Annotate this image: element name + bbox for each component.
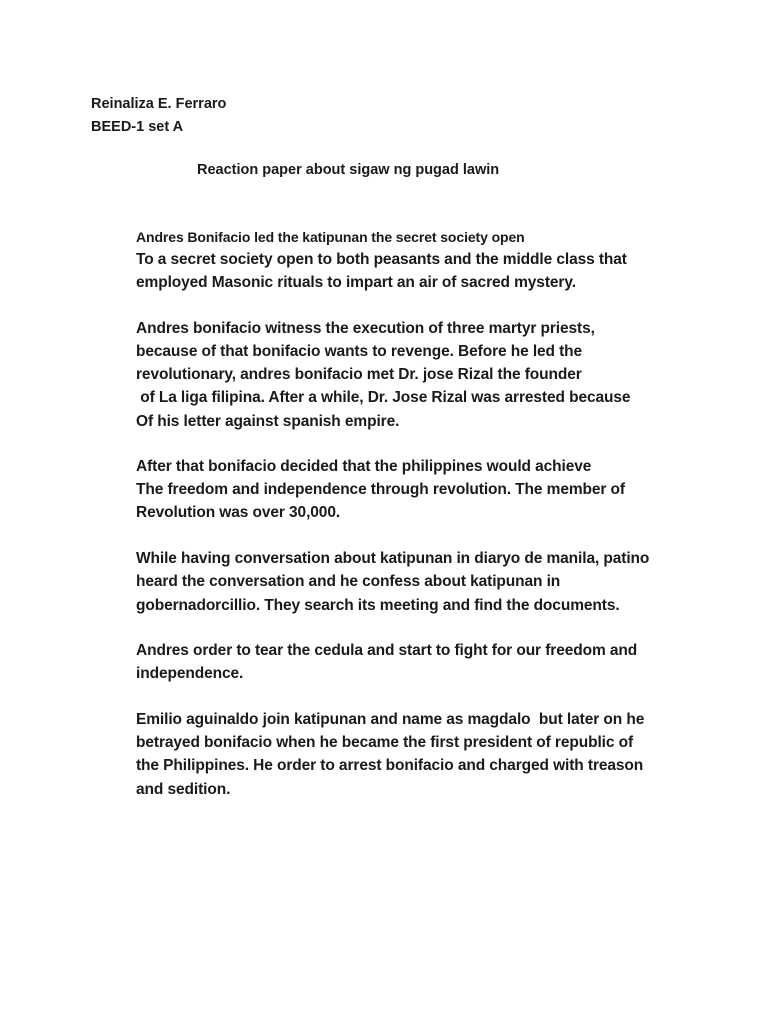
body-line: Andres Bonifacio led the katipunan the secret society open [136, 229, 525, 245]
author-name: Reinaliza E. Ferraro [91, 96, 227, 112]
body-line: After that bonifacio decided that the philippines would achieve [136, 458, 592, 475]
body-line: While having conversation about katipunan in diaryo de manila, patino [136, 550, 650, 567]
body-line: because of that bonifacio wants to revenge. Before he led the [136, 343, 583, 360]
body-line: Emilio aguinaldo join katipunan and name as magdalo but later on he [136, 711, 645, 728]
body-line: heard the conversation and he confess about katipunan in [136, 573, 561, 590]
body-line: Andres order to tear the cedula and start to fight for our freedom and [136, 642, 638, 659]
body-line: Andres bonifacio witness the execution of three martyr priests, [136, 320, 595, 337]
class-section: BEED-1 set A [91, 119, 184, 135]
body-line: of La liga filipina. After a while, Dr. Jose Rizal was arrested because [136, 389, 631, 406]
document-title: Reaction paper about sigaw ng pugad lawin [197, 162, 500, 178]
body-line: and sedition. [136, 781, 231, 798]
body-line: Of his letter against spanish empire. [136, 413, 400, 430]
body-line: To a secret society open to both peasants and the middle class that [136, 251, 627, 268]
body-line: betrayed bonifacio when he became the first president of republic of [136, 734, 634, 751]
body-line: employed Masonic rituals to impart an air of sacred mystery. [136, 274, 576, 291]
body-line: revolutionary, andres bonifacio met Dr. jose Rizal the founder [136, 366, 582, 383]
body-line: the Philippines. He order to arrest bonifacio and charged with treason [136, 757, 644, 774]
body-line: gobernadorcillio. They search its meeting and find the documents. [136, 597, 620, 614]
body-line: Revolution was over 30,000. [136, 504, 341, 521]
body-line: The freedom and independence through revolution. The member of [136, 481, 625, 498]
body-line: independence. [136, 665, 244, 682]
